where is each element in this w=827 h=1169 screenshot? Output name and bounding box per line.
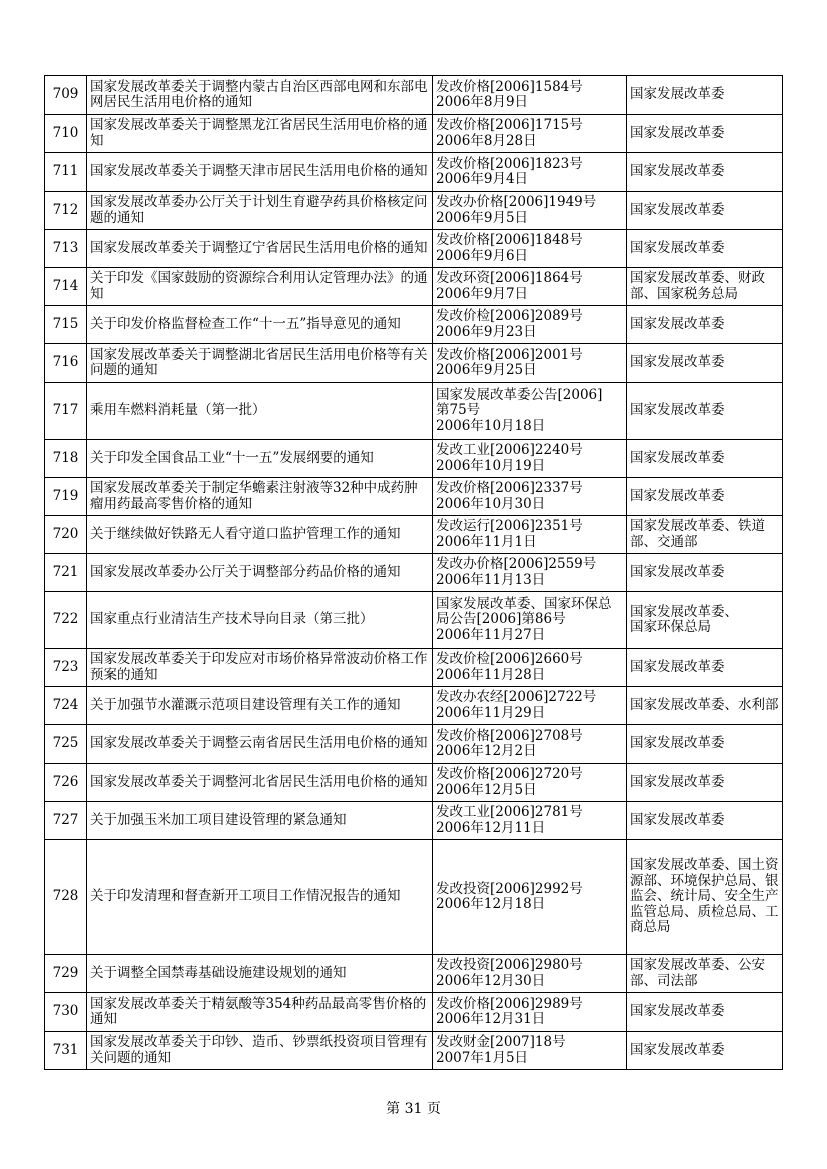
document-title: 国家发展改革委关于调整湖北省居民生活用电价格等有关问题的通知 bbox=[87, 344, 433, 383]
document-number-date: 发改工业[2006]2240号 2006年10月19日 bbox=[433, 440, 627, 478]
document-title: 国家发展改革委关于制定华蟾素注射液等32种中成药肿瘤用药最高零售价格的通知 bbox=[87, 478, 433, 516]
table-row bbox=[45, 725, 783, 764]
row-number: 717 bbox=[45, 383, 87, 440]
issuing-authority: 国家发展改革委、铁道部、交通部 bbox=[627, 516, 783, 554]
issuing-authority: 国家发展改革委 bbox=[627, 344, 783, 383]
document-number-date: 发改办价格[2006]2559号 2006年11月13日 bbox=[433, 554, 627, 592]
table-row bbox=[45, 840, 783, 955]
issuing-authority: 国家发展改革委 bbox=[627, 306, 783, 344]
row-number: 719 bbox=[45, 478, 87, 516]
issuing-authority: 国家发展改革委 bbox=[627, 554, 783, 592]
table-row bbox=[45, 649, 783, 687]
table-row bbox=[45, 592, 783, 649]
document-number-date: 国家发展改革委公告[2006] 第75号 2006年10月18日 bbox=[433, 383, 627, 440]
issuing-authority: 国家发展改革委 bbox=[627, 76, 783, 115]
issuing-authority: 国家发展改革委 bbox=[627, 383, 783, 440]
document-title: 国家发展改革委关于调整内蒙古自治区西部电网和东部电网居民生活用电价格的通知 bbox=[87, 76, 433, 115]
row-number: 721 bbox=[45, 554, 87, 592]
issuing-authority: 国家发展改革委、财政部、国家税务总局 bbox=[627, 268, 783, 306]
document-number-date: 发改投资[2006]2980号 2006年12月30日 bbox=[433, 955, 627, 993]
issuing-authority: 国家发展改革委 bbox=[627, 1032, 783, 1070]
row-number: 720 bbox=[45, 516, 87, 554]
issuing-authority: 国家发展改革委 bbox=[627, 725, 783, 764]
document-title: 关于加强节水灌溉示范项目建设管理有关工作的通知 bbox=[87, 687, 433, 725]
row-number: 712 bbox=[45, 192, 87, 230]
issuing-authority: 国家发展改革委 bbox=[627, 153, 783, 192]
document-title: 关于继续做好铁路无人看守道口监护管理工作的通知 bbox=[87, 516, 433, 554]
row-number: 731 bbox=[45, 1032, 87, 1070]
row-number: 729 bbox=[45, 955, 87, 993]
document-title: 关于印发全国食品工业“十一五”发展纲要的通知 bbox=[87, 440, 433, 478]
row-number: 710 bbox=[45, 115, 87, 153]
row-number: 722 bbox=[45, 592, 87, 649]
document-title: 国家发展改革委关于调整黑龙江省居民生活用电价格的通知 bbox=[87, 115, 433, 153]
document-title: 国家发展改革委关于印钞、造币、钞票纸投资项目管理有关问题的通知 bbox=[87, 1032, 433, 1070]
document-number-date: 发改财金[2007]18号 2007年1月5日 bbox=[433, 1032, 627, 1070]
row-number: 716 bbox=[45, 344, 87, 383]
document-title: 关于印发清理和督查新开工项目工作情况报告的通知 bbox=[87, 840, 433, 955]
document-table bbox=[44, 75, 783, 1070]
table-body bbox=[45, 76, 783, 1070]
document-title: 国家发展改革委关于调整云南省居民生活用电价格的通知 bbox=[87, 725, 433, 764]
table-row bbox=[45, 802, 783, 840]
issuing-authority: 国家发展改革委 bbox=[627, 993, 783, 1032]
row-number: 711 bbox=[45, 153, 87, 192]
document-number-date: 发改价检[2006]2660号 2006年11月28日 bbox=[433, 649, 627, 687]
document-title: 关于加强玉米加工项目建设管理的紧急通知 bbox=[87, 802, 433, 840]
document-title: 国家发展改革委关于调整河北省居民生活用电价格的通知 bbox=[87, 764, 433, 802]
row-number: 724 bbox=[45, 687, 87, 725]
document-title: 国家发展改革委关于调整天津市居民生活用电价格的通知 bbox=[87, 153, 433, 192]
page-number: 第 31 页 bbox=[386, 1101, 441, 1117]
table-row bbox=[45, 268, 783, 306]
row-number: 726 bbox=[45, 764, 87, 802]
document-number-date: 发改价格[2006]2001号 2006年9月25日 bbox=[433, 344, 627, 383]
table-row bbox=[45, 383, 783, 440]
issuing-authority: 国家发展改革委、 国家环保总局 bbox=[627, 592, 783, 649]
table-row bbox=[45, 764, 783, 802]
table-row bbox=[45, 440, 783, 478]
document-number-date: 发改价检[2006]2089号 2006年9月23日 bbox=[433, 306, 627, 344]
document-number-date: 发改环资[2006]1864号 2006年9月7日 bbox=[433, 268, 627, 306]
issuing-authority: 国家发展改革委 bbox=[627, 440, 783, 478]
document-title: 国家发展改革委办公厅关于计划生育避孕药具价格核定问题的通知 bbox=[87, 192, 433, 230]
row-number: 728 bbox=[45, 840, 87, 955]
document-number-date: 发改价格[2006]1848号 2006年9月6日 bbox=[433, 230, 627, 268]
table-row bbox=[45, 230, 783, 268]
table-row bbox=[45, 153, 783, 192]
row-number: 730 bbox=[45, 993, 87, 1032]
row-number: 727 bbox=[45, 802, 87, 840]
document-title: 国家发展改革委关于调整辽宁省居民生活用电价格的通知 bbox=[87, 230, 433, 268]
document-title: 国家发展改革委办公厅关于调整部分药品价格的通知 bbox=[87, 554, 433, 592]
document-number-date: 发改价格[2006]1715号 2006年8月28日 bbox=[433, 115, 627, 153]
document-number-date: 发改价格[2006]1823号 2006年9月4日 bbox=[433, 153, 627, 192]
document-title: 关于印发《国家鼓励的资源综合利用认定管理办法》的通知 bbox=[87, 268, 433, 306]
table-row bbox=[45, 115, 783, 153]
issuing-authority: 国家发展改革委、国土资源部、环境保护总局、银监会、统计局、安全生产监管总局、质检总局、工商总局 bbox=[627, 840, 783, 955]
document-title: 国家发展改革委关于精氨酸等354种药品最高零售价格的通知 bbox=[87, 993, 433, 1032]
table-row bbox=[45, 192, 783, 230]
table-row bbox=[45, 516, 783, 554]
document-number-date: 发改办价格[2006]1949号 2006年9月5日 bbox=[433, 192, 627, 230]
table-row bbox=[45, 306, 783, 344]
document-title: 国家重点行业清洁生产技术导向目录（第三批） bbox=[87, 592, 433, 649]
document-number-date: 发改价格[2006]2989号 2006年12月31日 bbox=[433, 993, 627, 1032]
issuing-authority: 国家发展改革委、公安部、司法部 bbox=[627, 955, 783, 993]
row-number: 714 bbox=[45, 268, 87, 306]
table-row bbox=[45, 554, 783, 592]
row-number: 725 bbox=[45, 725, 87, 764]
table-row bbox=[45, 955, 783, 993]
document-number-date: 发改办农经[2006]2722号 2006年11月29日 bbox=[433, 687, 627, 725]
row-number: 709 bbox=[45, 76, 87, 115]
document-title: 乘用车燃料消耗量（第一批） bbox=[87, 383, 433, 440]
table-row bbox=[45, 478, 783, 516]
table-row bbox=[45, 1032, 783, 1070]
document-number-date: 发改价格[2006]2720号 2006年12月5日 bbox=[433, 764, 627, 802]
issuing-authority: 国家发展改革委 bbox=[627, 764, 783, 802]
document-number-date: 发改价格[2006]2337号 2006年10月30日 bbox=[433, 478, 627, 516]
table-row bbox=[45, 76, 783, 115]
row-number: 718 bbox=[45, 440, 87, 478]
document-number-date: 发改价格[2006]1584号 2006年8月9日 bbox=[433, 76, 627, 115]
document-number-date: 国家发展改革委、国家环保总局公告[2006]第86号 2006年11月27日 bbox=[433, 592, 627, 649]
issuing-authority: 国家发展改革委 bbox=[627, 115, 783, 153]
issuing-authority: 国家发展改革委 bbox=[627, 192, 783, 230]
issuing-authority: 国家发展改革委 bbox=[627, 802, 783, 840]
issuing-authority: 国家发展改革委 bbox=[627, 230, 783, 268]
issuing-authority: 国家发展改革委、水利部 bbox=[627, 687, 783, 725]
document-title: 国家发展改革委关于印发应对市场价格异常波动价格工作预案的通知 bbox=[87, 649, 433, 687]
row-number: 715 bbox=[45, 306, 87, 344]
document-number-date: 发改工业[2006]2781号 2006年12月11日 bbox=[433, 802, 627, 840]
row-number: 723 bbox=[45, 649, 87, 687]
document-number-date: 发改运行[2006]2351号 2006年11月1日 bbox=[433, 516, 627, 554]
table-row bbox=[45, 344, 783, 383]
issuing-authority: 国家发展改革委 bbox=[627, 649, 783, 687]
row-number: 713 bbox=[45, 230, 87, 268]
document-number-date: 发改投资[2006]2992号 2006年12月18日 bbox=[433, 840, 627, 955]
document-title: 关于印发价格监督检查工作“十一五”指导意见的通知 bbox=[87, 306, 433, 344]
issuing-authority: 国家发展改革委 bbox=[627, 478, 783, 516]
document-title: 关于调整全国禁毒基础设施建设规划的通知 bbox=[87, 955, 433, 993]
table-row bbox=[45, 993, 783, 1032]
document-number-date: 发改价格[2006]2708号 2006年12月2日 bbox=[433, 725, 627, 764]
table-row bbox=[45, 687, 783, 725]
